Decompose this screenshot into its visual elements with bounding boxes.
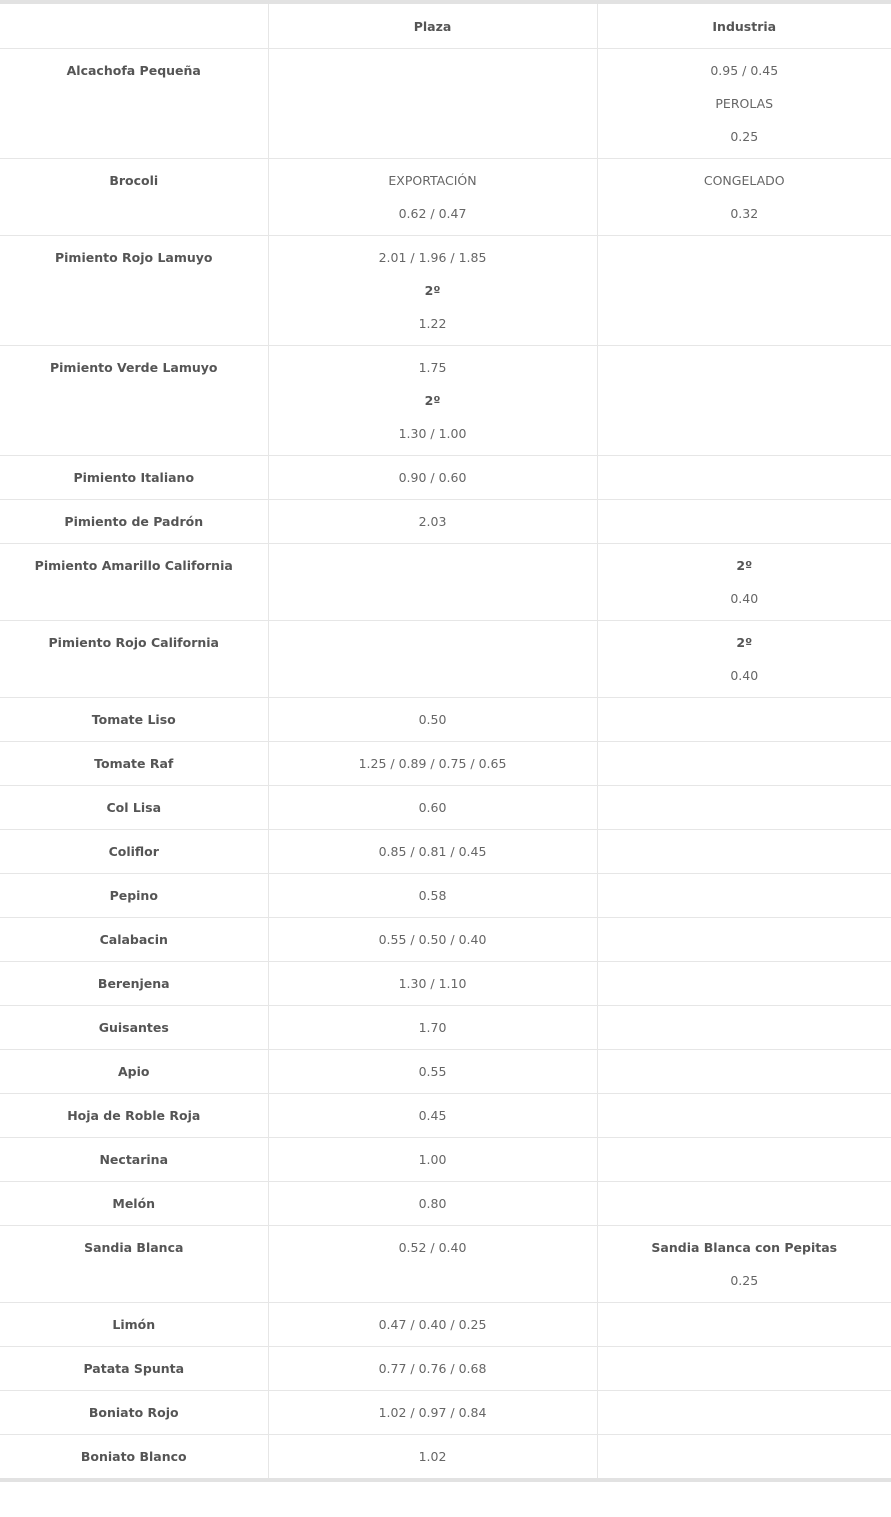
plaza-value: 2º: [424, 283, 441, 298]
plaza-cell: [268, 1138, 597, 1182]
plaza-value: 1.00: [418, 1152, 447, 1167]
plaza-cell: [268, 1006, 597, 1050]
plaza-value: 2º: [424, 393, 441, 408]
industria-cell: [597, 1391, 891, 1435]
industria-cell: [597, 1226, 891, 1303]
table-row: [0, 830, 891, 874]
industria-cell: [597, 1435, 891, 1479]
plaza-value: 1.22: [418, 316, 447, 331]
table-row: [0, 742, 891, 786]
product-name: Boniato Blanco: [0, 1435, 268, 1479]
header-product: [0, 4, 268, 49]
product-name: Pepino: [0, 874, 268, 918]
product-name: Limón: [0, 1303, 268, 1347]
plaza-value: 0.55: [418, 1064, 447, 1079]
table-row: [0, 698, 891, 742]
header-row: [0, 4, 891, 49]
table-row: [0, 346, 891, 456]
plaza-value: 1.02 / 0.97 / 0.84: [378, 1405, 487, 1420]
plaza-cell: [268, 874, 597, 918]
plaza-cell: [268, 918, 597, 962]
industria-value: 2º: [736, 558, 753, 573]
product-name: Pimiento Rojo Lamuyo: [0, 236, 268, 346]
plaza-value: 1.70: [418, 1020, 447, 1035]
plaza-cell: [268, 786, 597, 830]
industria-cell: [597, 830, 891, 874]
plaza-cell: [268, 742, 597, 786]
plaza-cell: [268, 500, 597, 544]
product-name: Pimiento Amarillo California: [0, 544, 268, 621]
industria-cell: [597, 456, 891, 500]
plaza-value: 1.02: [418, 1449, 447, 1464]
table-row: [0, 1182, 891, 1226]
plaza-cell: [268, 1050, 597, 1094]
table-row: [0, 49, 891, 159]
industria-value: 0.25: [730, 129, 759, 144]
industria-value: 0.95 / 0.45: [710, 63, 779, 78]
product-name: Coliflor: [0, 830, 268, 874]
plaza-cell: [268, 1094, 597, 1138]
industria-cell: [597, 786, 891, 830]
product-name: Apio: [0, 1050, 268, 1094]
industria-value: Sandia Blanca con Pepitas: [651, 1240, 838, 1255]
plaza-value: 0.80: [418, 1196, 447, 1211]
plaza-value: 0.85 / 0.81 / 0.45: [378, 844, 487, 859]
industria-cell: [597, 621, 891, 698]
industria-cell: [597, 918, 891, 962]
industria-cell: [597, 742, 891, 786]
table-row: [0, 1006, 891, 1050]
industria-cell: [597, 1138, 891, 1182]
plaza-cell: [268, 346, 597, 456]
plaza-cell: [268, 49, 597, 159]
plaza-value: 0.52 / 0.40: [398, 1240, 467, 1255]
industria-value: 0.40: [730, 591, 759, 606]
plaza-cell: [268, 698, 597, 742]
industria-value: CONGELADO: [703, 173, 785, 188]
table-row: [0, 159, 891, 236]
table-header: [0, 4, 891, 49]
table-row: [0, 1435, 891, 1479]
industria-value: 0.25: [730, 1273, 759, 1288]
product-name: Guisantes: [0, 1006, 268, 1050]
industria-cell: [597, 874, 891, 918]
plaza-value: 0.77 / 0.76 / 0.68: [378, 1361, 487, 1376]
product-name: Patata Spunta: [0, 1347, 268, 1391]
industria-cell: [597, 159, 891, 236]
industria-cell: [597, 1006, 891, 1050]
industria-cell: [597, 1347, 891, 1391]
product-name: Alcachofa Pequeña: [0, 49, 268, 159]
industria-cell: [597, 1094, 891, 1138]
industria-cell: [597, 1303, 891, 1347]
product-name: Nectarina: [0, 1138, 268, 1182]
product-name: Brocoli: [0, 159, 268, 236]
plaza-value: 2.03: [418, 514, 447, 529]
header-plaza: Plaza: [268, 4, 597, 49]
plaza-value: 0.45: [418, 1108, 447, 1123]
plaza-cell: [268, 236, 597, 346]
product-name: Col Lisa: [0, 786, 268, 830]
product-name: Pimiento Verde Lamuyo: [0, 346, 268, 456]
plaza-cell: [268, 456, 597, 500]
table-row: [0, 1226, 891, 1303]
product-name: Tomate Raf: [0, 742, 268, 786]
plaza-cell: [268, 962, 597, 1006]
industria-value: 2º: [736, 635, 753, 650]
plaza-value: 0.60: [418, 800, 447, 815]
table-row: [0, 962, 891, 1006]
table-row: [0, 544, 891, 621]
table-row: [0, 1347, 891, 1391]
industria-value: PEROLAS: [715, 96, 774, 111]
plaza-cell: [268, 1182, 597, 1226]
industria-cell: [597, 544, 891, 621]
product-name: Sandia Blanca: [0, 1226, 268, 1303]
product-name: Pimiento Italiano: [0, 456, 268, 500]
table-row: [0, 1391, 891, 1435]
plaza-cell: [268, 1347, 597, 1391]
product-name: Melón: [0, 1182, 268, 1226]
plaza-cell: [268, 1226, 597, 1303]
plaza-cell: [268, 159, 597, 236]
table-row: [0, 1303, 891, 1347]
plaza-value: 1.75: [418, 360, 447, 375]
industria-cell: [597, 1182, 891, 1226]
plaza-cell: [268, 1435, 597, 1479]
industria-cell: [597, 1050, 891, 1094]
industria-value: 0.32: [730, 206, 759, 221]
table-row: [0, 786, 891, 830]
plaza-value: 2.01 / 1.96 / 1.85: [378, 250, 487, 265]
plaza-cell: [268, 621, 597, 698]
plaza-value: 0.47 / 0.40 / 0.25: [378, 1317, 487, 1332]
product-name: Calabacin: [0, 918, 268, 962]
plaza-cell: [268, 544, 597, 621]
plaza-cell: [268, 830, 597, 874]
plaza-value: 1.30 / 1.00: [398, 426, 467, 441]
plaza-value: 0.90 / 0.60: [398, 470, 467, 485]
industria-cell: [597, 236, 891, 346]
plaza-value: 0.58: [418, 888, 447, 903]
table-row: [0, 236, 891, 346]
plaza-value: 0.55 / 0.50 / 0.40: [378, 932, 487, 947]
product-name: Pimiento Rojo California: [0, 621, 268, 698]
plaza-value: 0.50: [418, 712, 447, 727]
product-name: Berenjena: [0, 962, 268, 1006]
plaza-value: EXPORTACIÓN: [388, 173, 477, 188]
price-table: [0, 4, 891, 1478]
product-name: Tomate Liso: [0, 698, 268, 742]
product-name: Hoja de Roble Roja: [0, 1094, 268, 1138]
industria-cell: [597, 500, 891, 544]
table-row: [0, 456, 891, 500]
table-row: [0, 621, 891, 698]
plaza-cell: [268, 1391, 597, 1435]
plaza-value: 0.62 / 0.47: [398, 206, 467, 221]
industria-cell: [597, 962, 891, 1006]
table-row: [0, 1094, 891, 1138]
table-row: [0, 500, 891, 544]
product-name: Pimiento de Padrón: [0, 500, 268, 544]
plaza-value: 1.30 / 1.10: [398, 976, 467, 991]
product-name: Boniato Rojo: [0, 1391, 268, 1435]
table-body: [0, 49, 891, 1479]
industria-value: 0.40: [730, 668, 759, 683]
plaza-value: 1.25 / 0.89 / 0.75 / 0.65: [358, 756, 507, 771]
industria-cell: [597, 698, 891, 742]
table-row: [0, 1138, 891, 1182]
table-row: [0, 1050, 891, 1094]
plaza-cell: [268, 1303, 597, 1347]
industria-cell: [597, 49, 891, 159]
table-row: [0, 918, 891, 962]
industria-cell: [597, 346, 891, 456]
table-row: [0, 874, 891, 918]
header-industria: Industria: [597, 4, 891, 49]
